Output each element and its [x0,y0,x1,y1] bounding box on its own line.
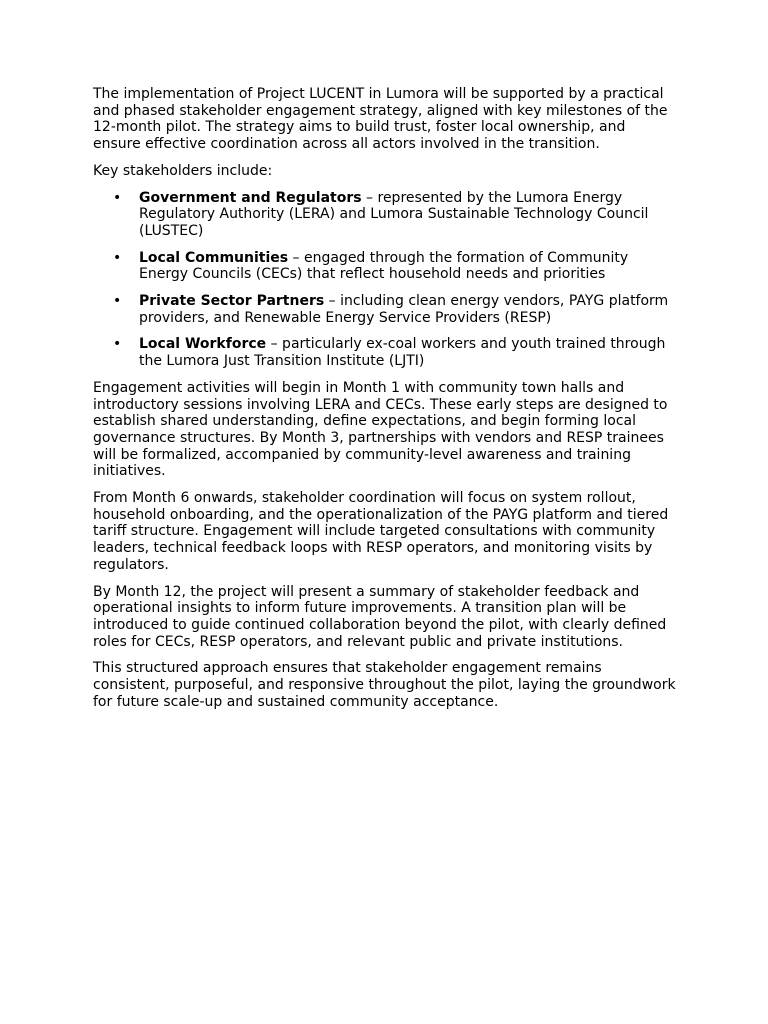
stakeholder-list [93,190,677,370]
stakeholder-term: Government and Regulators [139,189,362,206]
list-item [93,336,677,369]
stakeholder-term: Local Workforce [139,336,267,353]
list-item [93,293,677,326]
stakeholders-lead-text: Key stakeholders include: [93,162,273,179]
bullet-icon: • [113,293,122,310]
list-item [93,250,677,283]
stakeholder-description: – including clean energy vendors, PAYG platform providers, and Renewable Energy Service Providers (RESP) [139,293,669,326]
list-item [93,190,677,240]
month-6-paragraph: From Month 6 onwards, stakeholder coordination will focus on system rollout, household onboarding, and the operationalization of the PAYG platform and tiered tariff structure. Engagement will include targeted consultations with community leaders, technical feedback loops with RESP operators, and monitoring visits by regulators. [93,490,669,573]
bullet-icon: • [113,249,122,266]
stakeholder-term: Private Sector Partners [139,293,325,310]
engagement-paragraph: Engagement activities will begin in Month 1 with community town halls and introductory sessions involving LERA and CECs. These early steps are designed to establish shared understanding, define expectations, and begin forming local governance structures. By Month 3, partnerships with vendors and RESP trainees will be formalized, accompanied by community-level awareness and training initiatives. [93,379,668,480]
stakeholder-description: – represented by the Lumora Energy Regulatory Authority (LERA) and Lumora Sustainable Technology Council (LUSTEC) [139,189,649,239]
stakeholder-description: – engaged through the formation of Community Energy Councils (CECs) that reflect household needs and priorities [139,249,629,283]
month-12-paragraph: By Month 12, the project will present a summary of stakeholder feedback and operational insights to inform future improvements. A transition plan will be introduced to guide continued collaboration beyond the pilot, with clearly defined roles for CECs, RESP operators, and relevant public and private institutions. [93,583,667,650]
stakeholder-description: – particularly ex-coal workers and youth trained through the Lumora Just Transition Institute (LJTI) [139,336,666,370]
conclusion-paragraph: This structured approach ensures that stakeholder engagement remains consistent, purposeful, and responsive throughout the pilot, laying the groundwork for future scale-up and sustained community acceptance. [93,660,676,710]
stakeholder-term: Local Communities [139,249,289,266]
document-page [93,86,677,721]
intro-paragraph: The implementation of Project LUCENT in Lumora will be supported by a practical and phased stakeholder engagement strategy, aligned with key milestones of the 12-month pilot. The strategy aims to build trust, foster local ownership, and ensure effective coordination across all actors involved in the transition. [93,86,668,153]
bullet-icon: • [113,336,122,353]
bullet-icon: • [113,189,122,206]
